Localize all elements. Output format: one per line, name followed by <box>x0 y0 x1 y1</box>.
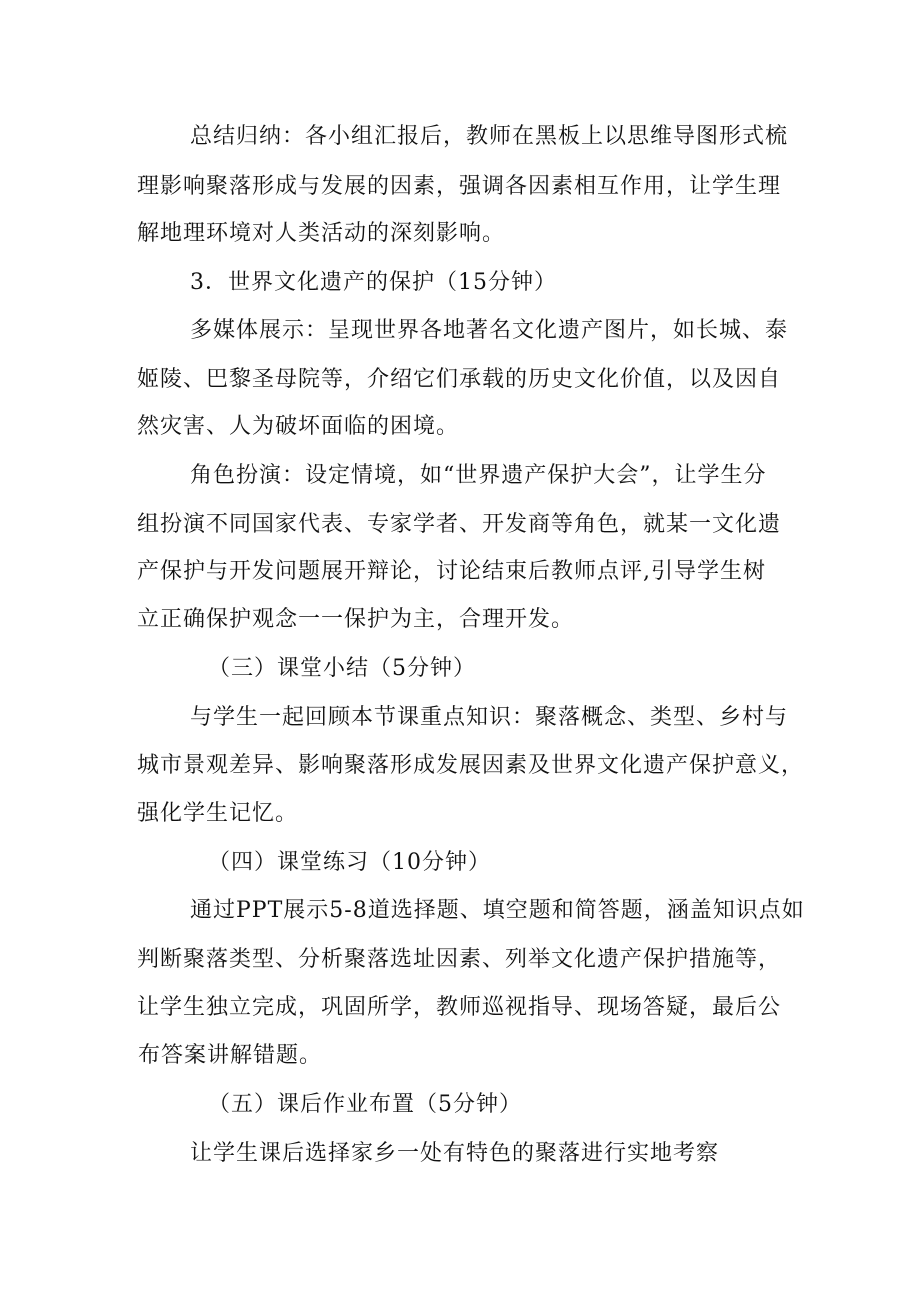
paragraph-summary-line-1: 总结归纳：各小组汇报后，教师在黑板上以思维导图形式梳 <box>190 124 789 149</box>
heading-heritage-protection: 3．世界文化遗产的保护（15分钟） <box>190 270 557 295</box>
paragraph-practice-line-1: 通过PPT展示5-8道选择题、填空题和简答题，涵盖知识点如 <box>190 898 805 923</box>
paragraph-review-line-1: 与学生一起回顾本节课重点知识：聚落概念、类型、乡村与 <box>190 705 789 730</box>
paragraph-roleplay-line-4: 立正确保护观念一一保护为主，合理开发。 <box>137 607 575 632</box>
paragraph-roleplay-line-3: 产保护与开发问题展开辩论，讨论结束后教师点评,引导学生树 <box>137 559 766 584</box>
paragraph-multimedia-line-2: 姬陵、巴黎圣母院等，介绍它们承载的历史文化价值，以及因自 <box>137 367 782 392</box>
paragraph-roleplay-line-1: 角色扮演：设定情境，如“世界遗产保护大会”，让学生分 <box>190 463 767 488</box>
paragraph-practice-line-3: 让学生独立完成，巩固所学，教师巡视指导、现场答疑，最后公 <box>137 995 782 1020</box>
paragraph-multimedia-line-3: 然灾害、人为破坏面临的困境。 <box>137 414 460 439</box>
paragraph-practice-line-2: 判断聚落类型、分析聚落选址因素、列举文化遗产保护措施等， <box>137 947 782 972</box>
paragraph-summary-line-2: 理影响聚落形成与发展的因素，强调各因素相互作用，让学生理 <box>137 174 782 199</box>
heading-class-summary: （三）课堂小结（5分钟） <box>208 656 476 681</box>
paragraph-summary-line-3: 解地理环境对人类活动的深刻影响。 <box>137 221 506 246</box>
paragraph-review-line-3: 强化学生记忆。 <box>137 801 299 826</box>
heading-class-practice: （四）课堂练习（10分钟） <box>208 850 491 875</box>
paragraph-homework-line-1: 让学生课后选择家乡一处有特色的聚落进行实地考察 <box>190 1141 720 1166</box>
paragraph-practice-line-4: 布答案讲解错题。 <box>138 1043 323 1068</box>
heading-homework: （五）课后作业布置（5分钟） <box>208 1092 522 1117</box>
paragraph-review-line-2: 城市景观差异、影响聚落形成发展因素及世界文化遗产保护意义， <box>137 753 805 778</box>
paragraph-multimedia-line-1: 多媒体展示：呈现世界各地著名文化遗产图片，如长城、泰 <box>190 318 789 343</box>
paragraph-roleplay-line-2: 组扮演不同国家代表、专家学者、开发商等角色，就某一文化遗 <box>137 512 782 537</box>
